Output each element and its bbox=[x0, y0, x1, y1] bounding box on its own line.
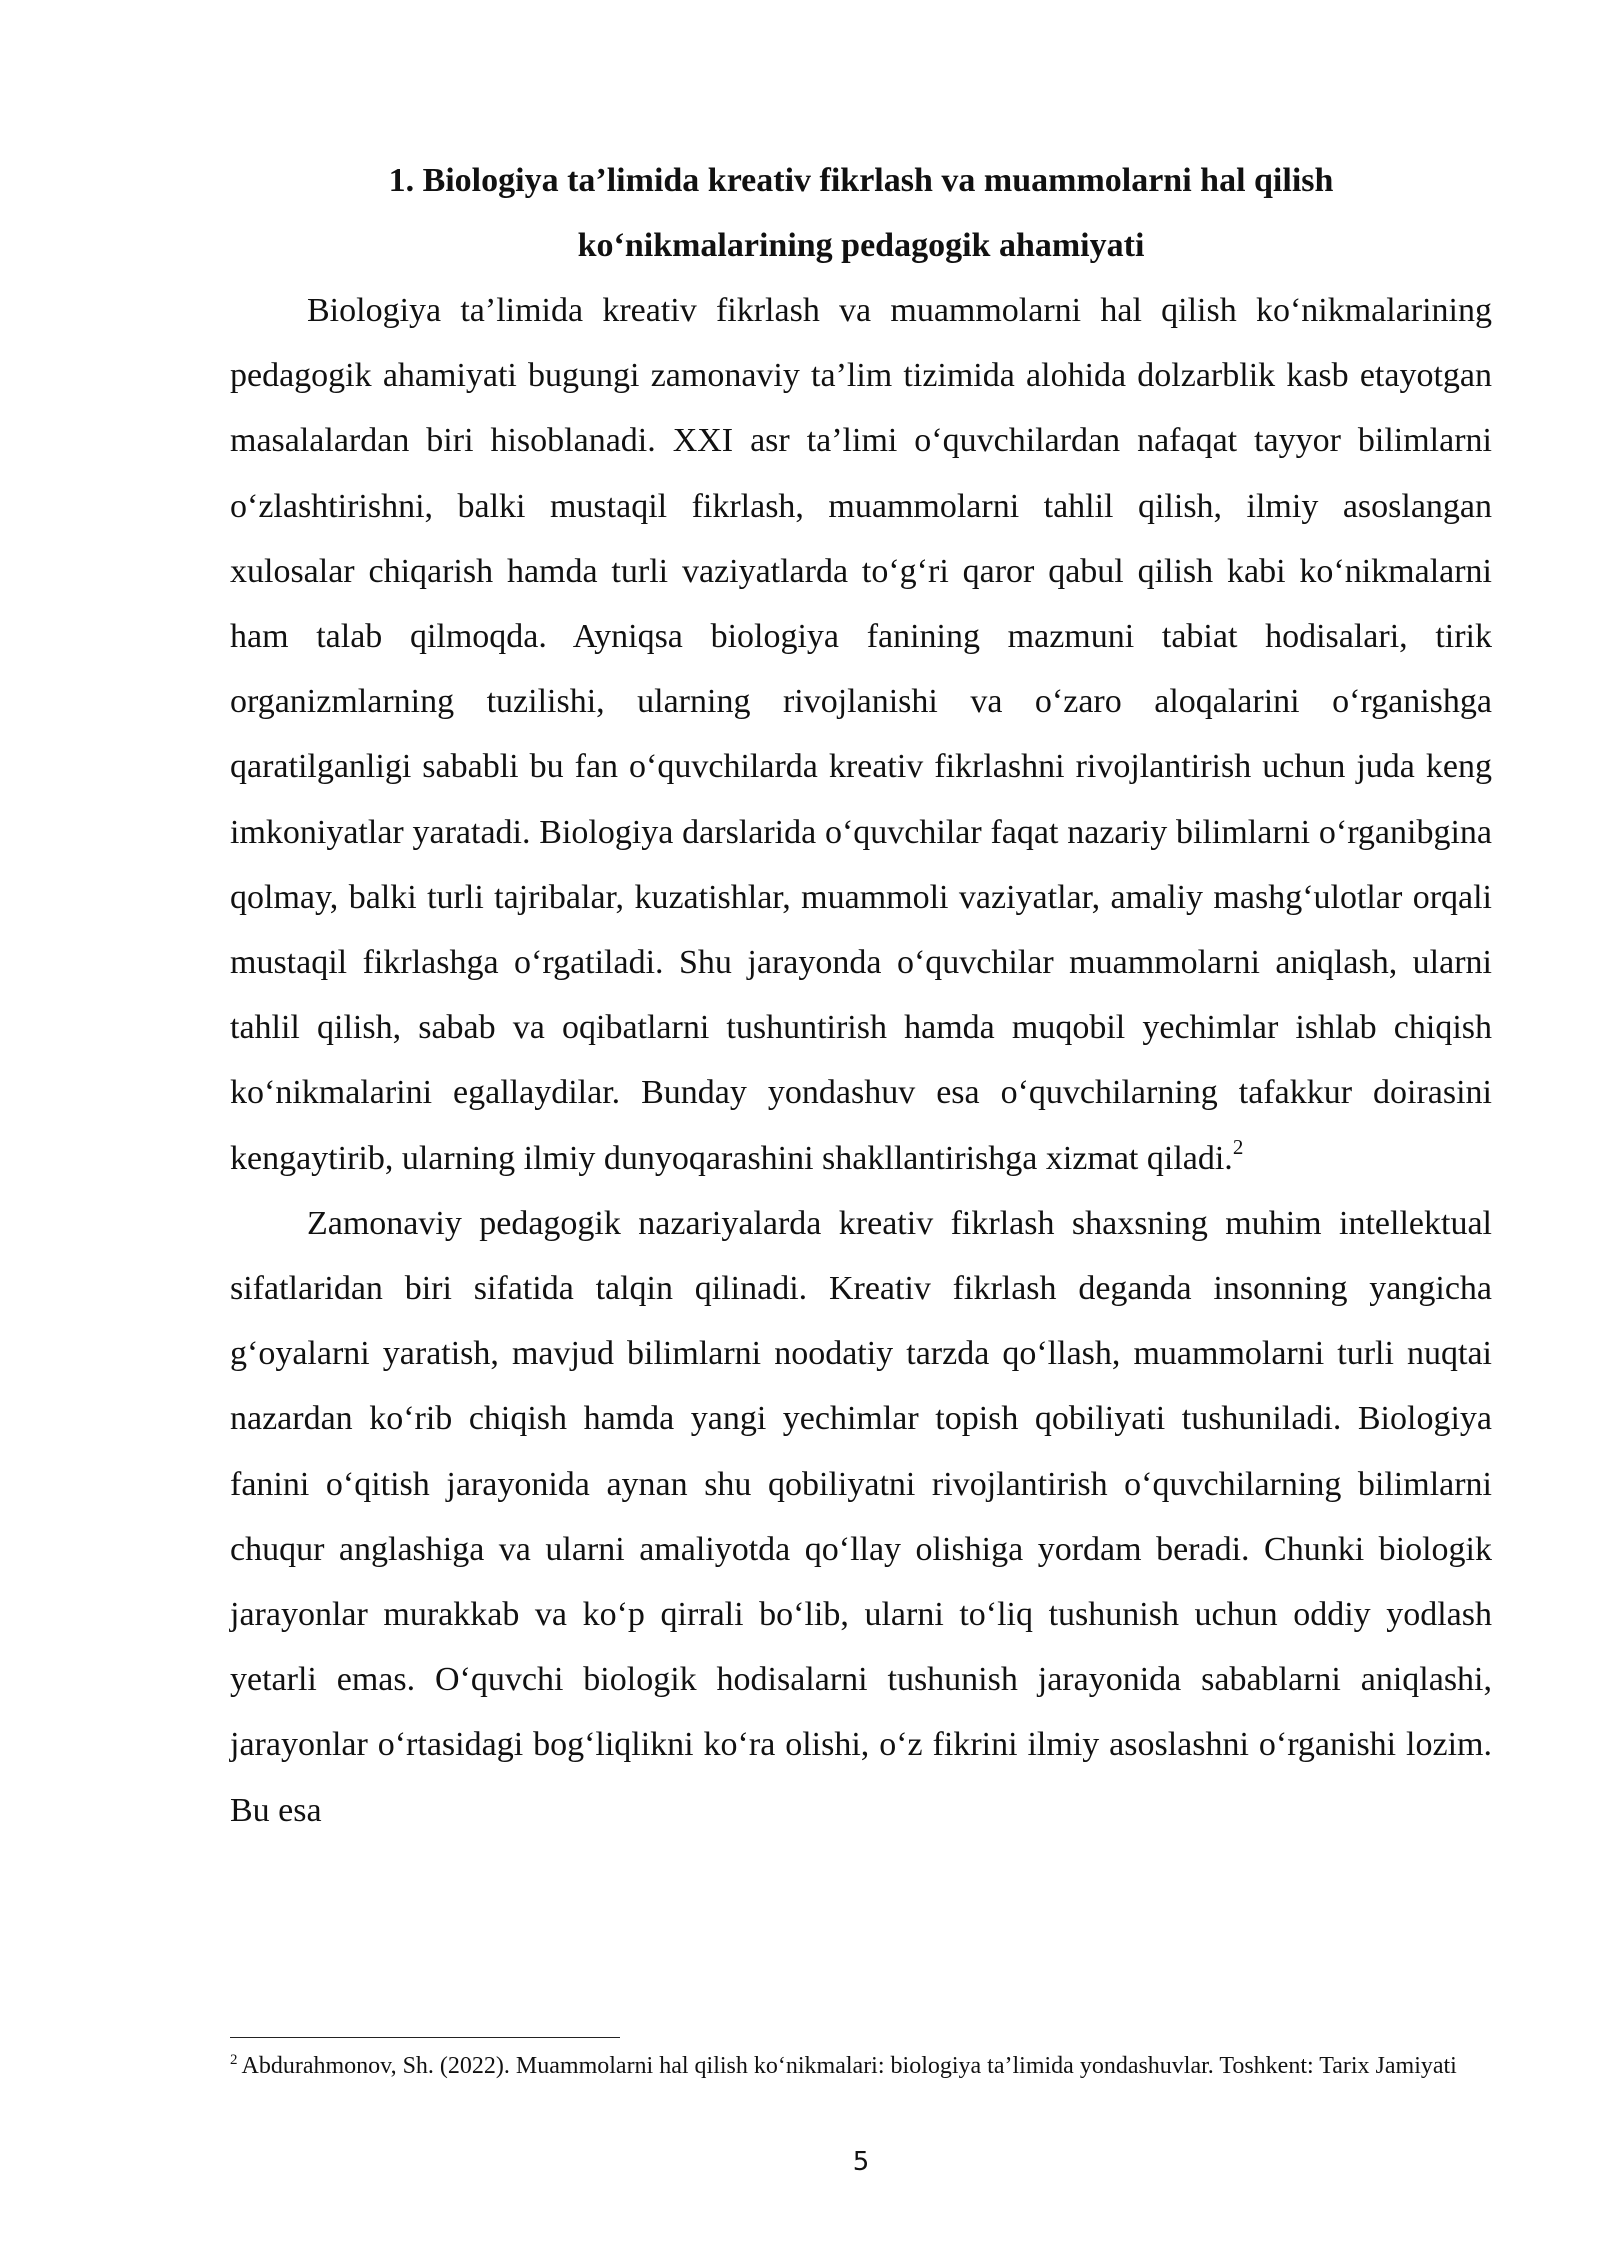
section-heading-line-1: 1. Biologiya ta’limida kreativ fikrlash va muammolarni hal qilish bbox=[388, 162, 1334, 199]
footnote bbox=[230, 2051, 1492, 2081]
footnote-separator bbox=[230, 2037, 620, 2038]
footnote-text: Abdurahmonov, Sh. (2022). Muammolarni hal qilish ko‘nikmalari: biologiya ta’limida yondashuvlar. Toshkent: Tarix Jamiyati bbox=[241, 2053, 1457, 2079]
page-number: 5 bbox=[852, 2147, 870, 2177]
section-heading-line-2: ko‘nikmalarining pedagogik ahamiyati bbox=[577, 227, 1145, 264]
paragraph-1-text: Biologiya ta’limida kreativ fikrlash va muammolarni hal qilish ko‘nikmalarining pedagogik ahamiyati bugungi zamonaviy ta’lim tizimida alohida dolzarblik kasb etayotgan masalalardan biri hisoblanadi. XXI asr ta’limi o‘quvchilardan nafaqat tayyor bilimlarni o‘zlashtirishni, balki mustaqil fikrlash, muammolarni tahlil qilish, ilmiy asoslangan xulosalar chiqarish hamda turli vaziyatlarda to‘g‘ri qaror qabul qilish kabi ko‘nikmalarni ham talab qilmoqda. Ayniqsa biologiya fanining mazmuni tabiat hodisalari, tirik organizmlarning tuzilishi, ularning rivojlanishi va o‘zaro aloqalarini o‘rganishga qaratilganligi sababli bu fan o‘quvchilarda kreativ fikrlashni rivojlantirish uchun juda keng imkoniyatlar yaratadi. Biologiya darslarida o‘quvchilar faqat nazariy bilimlarni o‘rganibgina qolmay, balki turli tajribalar, kuzatishlar, muammoli vaziyatlar, amaliy mashg‘ulotlar orqali mustaqil fikrlashga o‘rgatiladi. Shu jarayonda o‘quvchilar muammolarni aniqlash, ularni tahlil qilish, sabab va oqibatlarni tushuntirish hamda muqobil yechimlar ishlab chiqish ko‘nikmalarini egallaydilar. Bunday yondashuv esa o‘quvchilarning tafakkur doirasini kengaytirib, ularning ilmiy dunyoqarashini shakllantirishga xizmat qiladi. bbox=[230, 292, 1492, 1177]
paragraph-1 bbox=[230, 278, 1492, 1191]
section-heading bbox=[230, 148, 1492, 278]
page-content bbox=[230, 148, 1492, 1843]
footnote-number: 2 bbox=[230, 2052, 238, 2068]
paragraph-2: Zamonaviy pedagogik nazariyalarda kreativ fikrlash shaxsning muhim intellektual sifatlaridan biri sifatida talqin qilinadi. Kreativ fikrlash deganda insonning yangicha g‘oyalarni yaratish, mavjud bilimlarni noodatiy tarzda qo‘llash, muammolarni turli nuqtai nazardan ko‘rib chiqish hamda yangi yechimlar topish qobiliyati tushuniladi. Biologiya fanini o‘qitish jarayonida aynan shu qobiliyatni rivojlantirish o‘quvchilarning bilimlarni chuqur anglashiga va ularni amaliyotda qo‘llay olishiga yordam beradi. Chunki biologik jarayonlar murakkab va ko‘p qirrali bo‘lib, ularni to‘liq tushunish uchun oddiy yodlash yetarli emas. O‘quvchi biologik hodisalarni tushunish jarayonida sabablarni aniqlashi, jarayonlar o‘rtasidagi bog‘liqlikni ko‘ra olishi, o‘z fikrini ilmiy asoslashni o‘rganishi lozim. Bu esa bbox=[230, 1204, 1492, 1829]
footnote-reference: 2 bbox=[1232, 1134, 1244, 1159]
